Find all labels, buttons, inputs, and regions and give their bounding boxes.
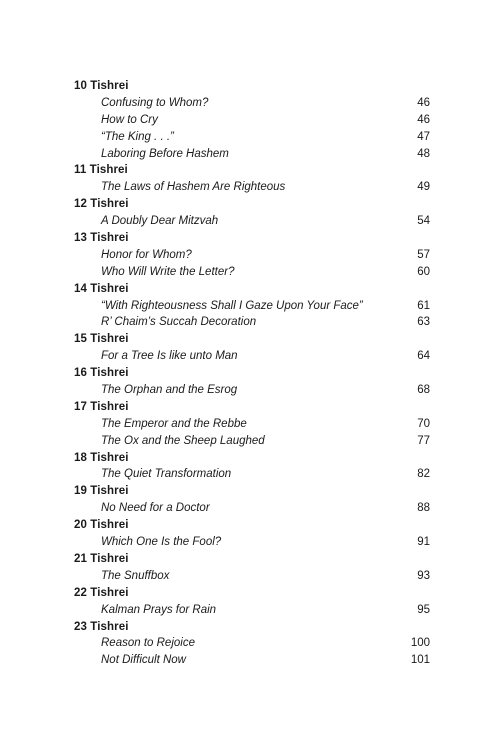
toc-entry (74, 129, 430, 146)
toc-entry (74, 213, 430, 230)
toc-entry (74, 652, 430, 669)
toc-entry (74, 416, 430, 433)
entry-title: The Snuffbox (101, 569, 170, 582)
entry-title: R’ Chaim’s Succah Decoration (101, 316, 257, 329)
entry-page-number: 91 (417, 536, 430, 549)
toc-entry (74, 602, 430, 619)
entry-title: The Laws of Hashem Are Righteous (101, 181, 286, 194)
entry-page-number: 88 (417, 502, 430, 515)
entry-page-number: 61 (417, 299, 430, 312)
toc-section (74, 399, 430, 450)
toc-section (74, 483, 430, 517)
entry-title: Reason to Rejoice (101, 637, 195, 650)
toc-section (74, 230, 430, 281)
section-day-heading: 11 Tishrei (74, 164, 128, 177)
entry-page-number: 95 (417, 603, 430, 616)
entry-page-number: 49 (417, 181, 430, 194)
entry-title: The Orphan and the Esrog (101, 384, 238, 397)
section-day-heading: 15 Tishrei (74, 333, 129, 346)
entry-page-number: 68 (417, 384, 430, 397)
entry-title: No Need for a Doctor (101, 502, 210, 515)
entry-title: Not Difficult Now (101, 654, 186, 667)
toc-section (74, 162, 430, 196)
entry-page-number: 60 (417, 265, 430, 278)
toc-section (74, 281, 430, 332)
entry-title: Confusing to Whom? (101, 96, 209, 109)
table-of-contents (74, 78, 430, 669)
toc-section (74, 551, 430, 585)
entry-title: Who Will Write the Letter? (101, 265, 235, 278)
entry-title: Honor for Whom? (101, 248, 192, 261)
section-day-heading: 12 Tishrei (74, 198, 129, 211)
entry-title: For a Tree Is like unto Man (101, 350, 238, 363)
toc-section (74, 78, 430, 162)
entry-title: The Ox and the Sheep Laughed (101, 434, 265, 447)
entry-page-number: 93 (417, 569, 430, 582)
entry-title: Laboring Before Hashem (101, 147, 229, 160)
toc-entry (74, 534, 430, 551)
toc-section (74, 517, 430, 551)
toc-entry (74, 314, 430, 331)
entry-page-number: 82 (417, 468, 430, 481)
entry-title: Which One Is the Fool? (101, 536, 222, 549)
entry-title: A Doubly Dear Mitzvah (101, 215, 219, 228)
section-day-heading: 21 Tishrei (74, 552, 129, 565)
toc-entry (74, 382, 430, 399)
toc-entry (74, 568, 430, 585)
section-day-heading: 10 Tishrei (74, 80, 129, 92)
toc-entry (74, 298, 430, 315)
entry-page-number: 57 (417, 248, 430, 261)
entry-page-number: 63 (417, 316, 430, 329)
entry-page-number: 46 (417, 113, 430, 126)
section-day-heading: 13 Tishrei (74, 232, 129, 245)
entry-page-number: 47 (417, 130, 430, 143)
entry-title: “The King . . .” (101, 130, 174, 143)
section-day-heading: 23 Tishrei (74, 620, 129, 633)
entry-page-number: 46 (417, 96, 430, 109)
toc-entry (74, 635, 430, 652)
entry-page-number: 101 (410, 654, 430, 667)
section-day-heading: 19 Tishrei (74, 485, 129, 498)
toc-entry (74, 179, 430, 196)
toc-entry (74, 247, 430, 264)
entry-page-number: 77 (417, 434, 430, 447)
section-day-heading: 14 Tishrei (74, 282, 129, 295)
toc-entry (74, 95, 430, 112)
entry-title: How to Cry (101, 113, 158, 126)
toc-entry (74, 433, 430, 450)
toc-section (74, 585, 430, 619)
toc-entry (74, 466, 430, 483)
section-day-heading: 18 Tishrei (74, 451, 129, 464)
toc-entry (74, 500, 430, 517)
section-day-heading: 16 Tishrei (74, 367, 129, 380)
toc-entry (74, 112, 430, 129)
toc-section (74, 619, 430, 670)
entry-page-number: 70 (417, 417, 430, 430)
section-day-heading: 22 Tishrei (74, 586, 129, 599)
entry-page-number: 64 (417, 350, 430, 363)
section-day-heading: 17 Tishrei (74, 400, 129, 413)
entry-title: Kalman Prays for Rain (101, 603, 217, 616)
toc-section (74, 196, 430, 230)
entry-page-number: 48 (417, 147, 430, 160)
toc-entry (74, 348, 430, 365)
entry-page-number: 100 (410, 637, 430, 650)
toc-entry (74, 264, 430, 281)
entry-title: The Emperor and the Rebbe (101, 417, 247, 430)
section-day-heading: 20 Tishrei (74, 519, 129, 532)
toc-section (74, 365, 430, 399)
toc-section (74, 331, 430, 365)
toc-section (74, 450, 430, 484)
entry-title: “With Righteousness Shall I Gaze Upon Your Face” (101, 299, 363, 312)
entry-title: The Quiet Transformation (101, 468, 232, 481)
toc-entry (74, 146, 430, 163)
entry-page-number: 54 (417, 215, 430, 228)
